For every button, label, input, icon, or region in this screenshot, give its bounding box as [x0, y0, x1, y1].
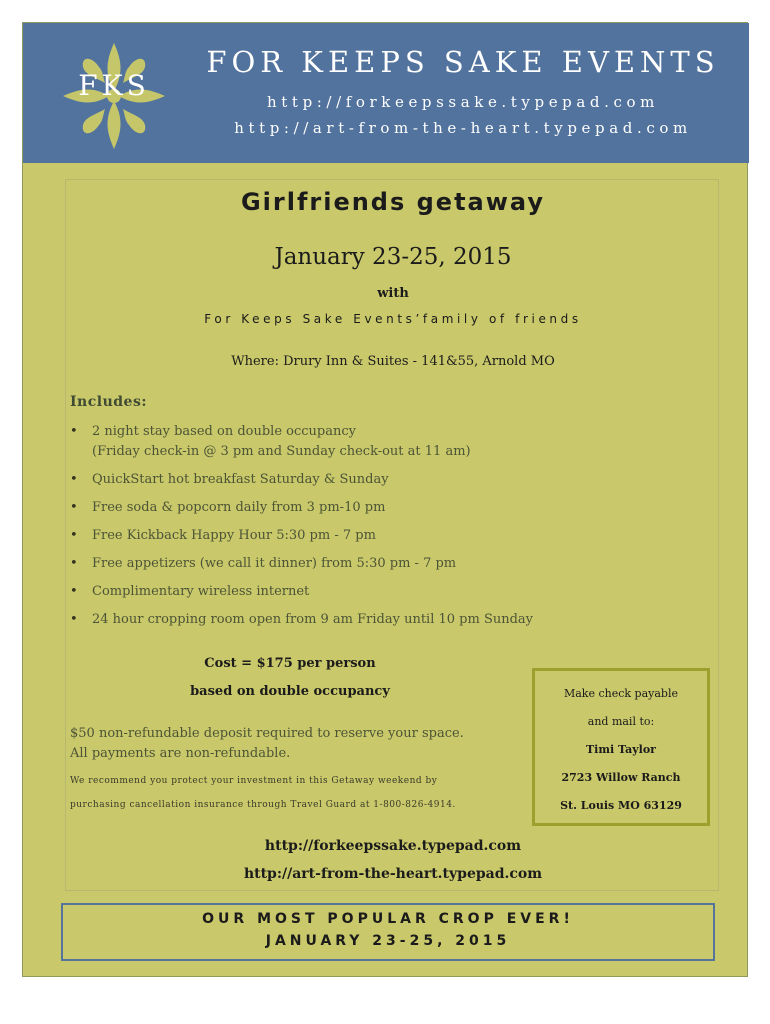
list-item: [70, 610, 533, 630]
mail-to-label: and mail to:: [587, 715, 655, 728]
event-title: Girlfriends getaway: [240, 188, 546, 216]
event-location: Where: Drury Inn & Suites - 141&55, Arnold MO: [231, 354, 555, 369]
refund-policy: All payments are non-refundable.: [70, 746, 291, 761]
includes-list: [70, 422, 533, 630]
list-item: [70, 582, 533, 602]
footer-url-forkeepssake[interactable]: http://forkeepssake.typepad.com: [264, 838, 522, 854]
list-item-text: Free appetizers (we call it dinner) from 5:30 pm - 7 pm: [92, 556, 457, 571]
list-item: [70, 470, 533, 490]
with-label: with: [377, 286, 409, 301]
popular-crop-banner: [61, 903, 715, 961]
cost-occupancy-note: based on double occupancy: [190, 684, 390, 699]
list-item-text: Free soda & popcorn daily from 3 pm-10 pm: [92, 500, 386, 515]
header-url-forkeepssake[interactable]: http://forkeepssake.typepad.com: [267, 93, 659, 111]
payee-city: St. Louis MO 63129: [560, 799, 682, 812]
payee-name: Timi Taylor: [586, 743, 656, 756]
list-item: [70, 554, 533, 574]
mail-to-box: [532, 668, 710, 826]
event-dates: January 23-25, 2015: [274, 244, 512, 270]
cost-per-person: Cost = $175 per person: [204, 656, 376, 671]
list-item-text: Free Kickback Happy Hour 5:30 pm - 7 pm: [92, 528, 376, 543]
list-item-text: QuickStart hot breakfast Saturday & Sunday: [92, 472, 389, 487]
header-url-art-from-the-heart[interactable]: http://art-from-the-heart.typepad.com: [234, 119, 692, 137]
insurance-note-line-2: purchasing cancellation insurance through Travel Guard at 1-800-826-4914.: [70, 800, 456, 810]
brand-name: FOR KEEPS SAKE EVENTS: [206, 45, 720, 79]
event-details-box: [65, 179, 719, 891]
includes-heading: Includes:: [70, 394, 147, 410]
list-item-text: 2 night stay based on double occupancy: [92, 424, 356, 439]
make-check-payable: Make check payable: [563, 687, 678, 700]
family-of-friends: For Keeps Sake Events’family of friends: [204, 312, 582, 326]
list-item-text: Complimentary wireless internet: [92, 584, 310, 599]
logo-monogram: FKS: [78, 69, 150, 102]
payee-street: 2723 Willow Ranch: [561, 771, 681, 784]
deposit-note: $50 non-refundable deposit required to reserve your space.: [70, 726, 464, 741]
footer-url-art-from-the-heart[interactable]: http://art-from-the-heart.typepad.com: [243, 866, 543, 882]
list-item-text: 24 hour cropping room open from 9 am Friday until 10 pm Sunday: [92, 612, 534, 627]
header-band: [23, 23, 749, 163]
list-item-text: (Friday check-in @ 3 pm and Sunday check-out at 11 am): [92, 444, 471, 459]
banner-dates: JANUARY 23-25, 2015: [265, 933, 511, 949]
list-item: [70, 526, 533, 546]
list-item: [70, 498, 533, 518]
flyer-page: [22, 22, 748, 977]
list-item: [70, 422, 533, 462]
insurance-note-line-1: We recommend you protect your investment in this Getaway weekend by: [70, 776, 438, 786]
banner-tagline: OUR MOST POPULAR CROP EVER!: [202, 911, 574, 927]
